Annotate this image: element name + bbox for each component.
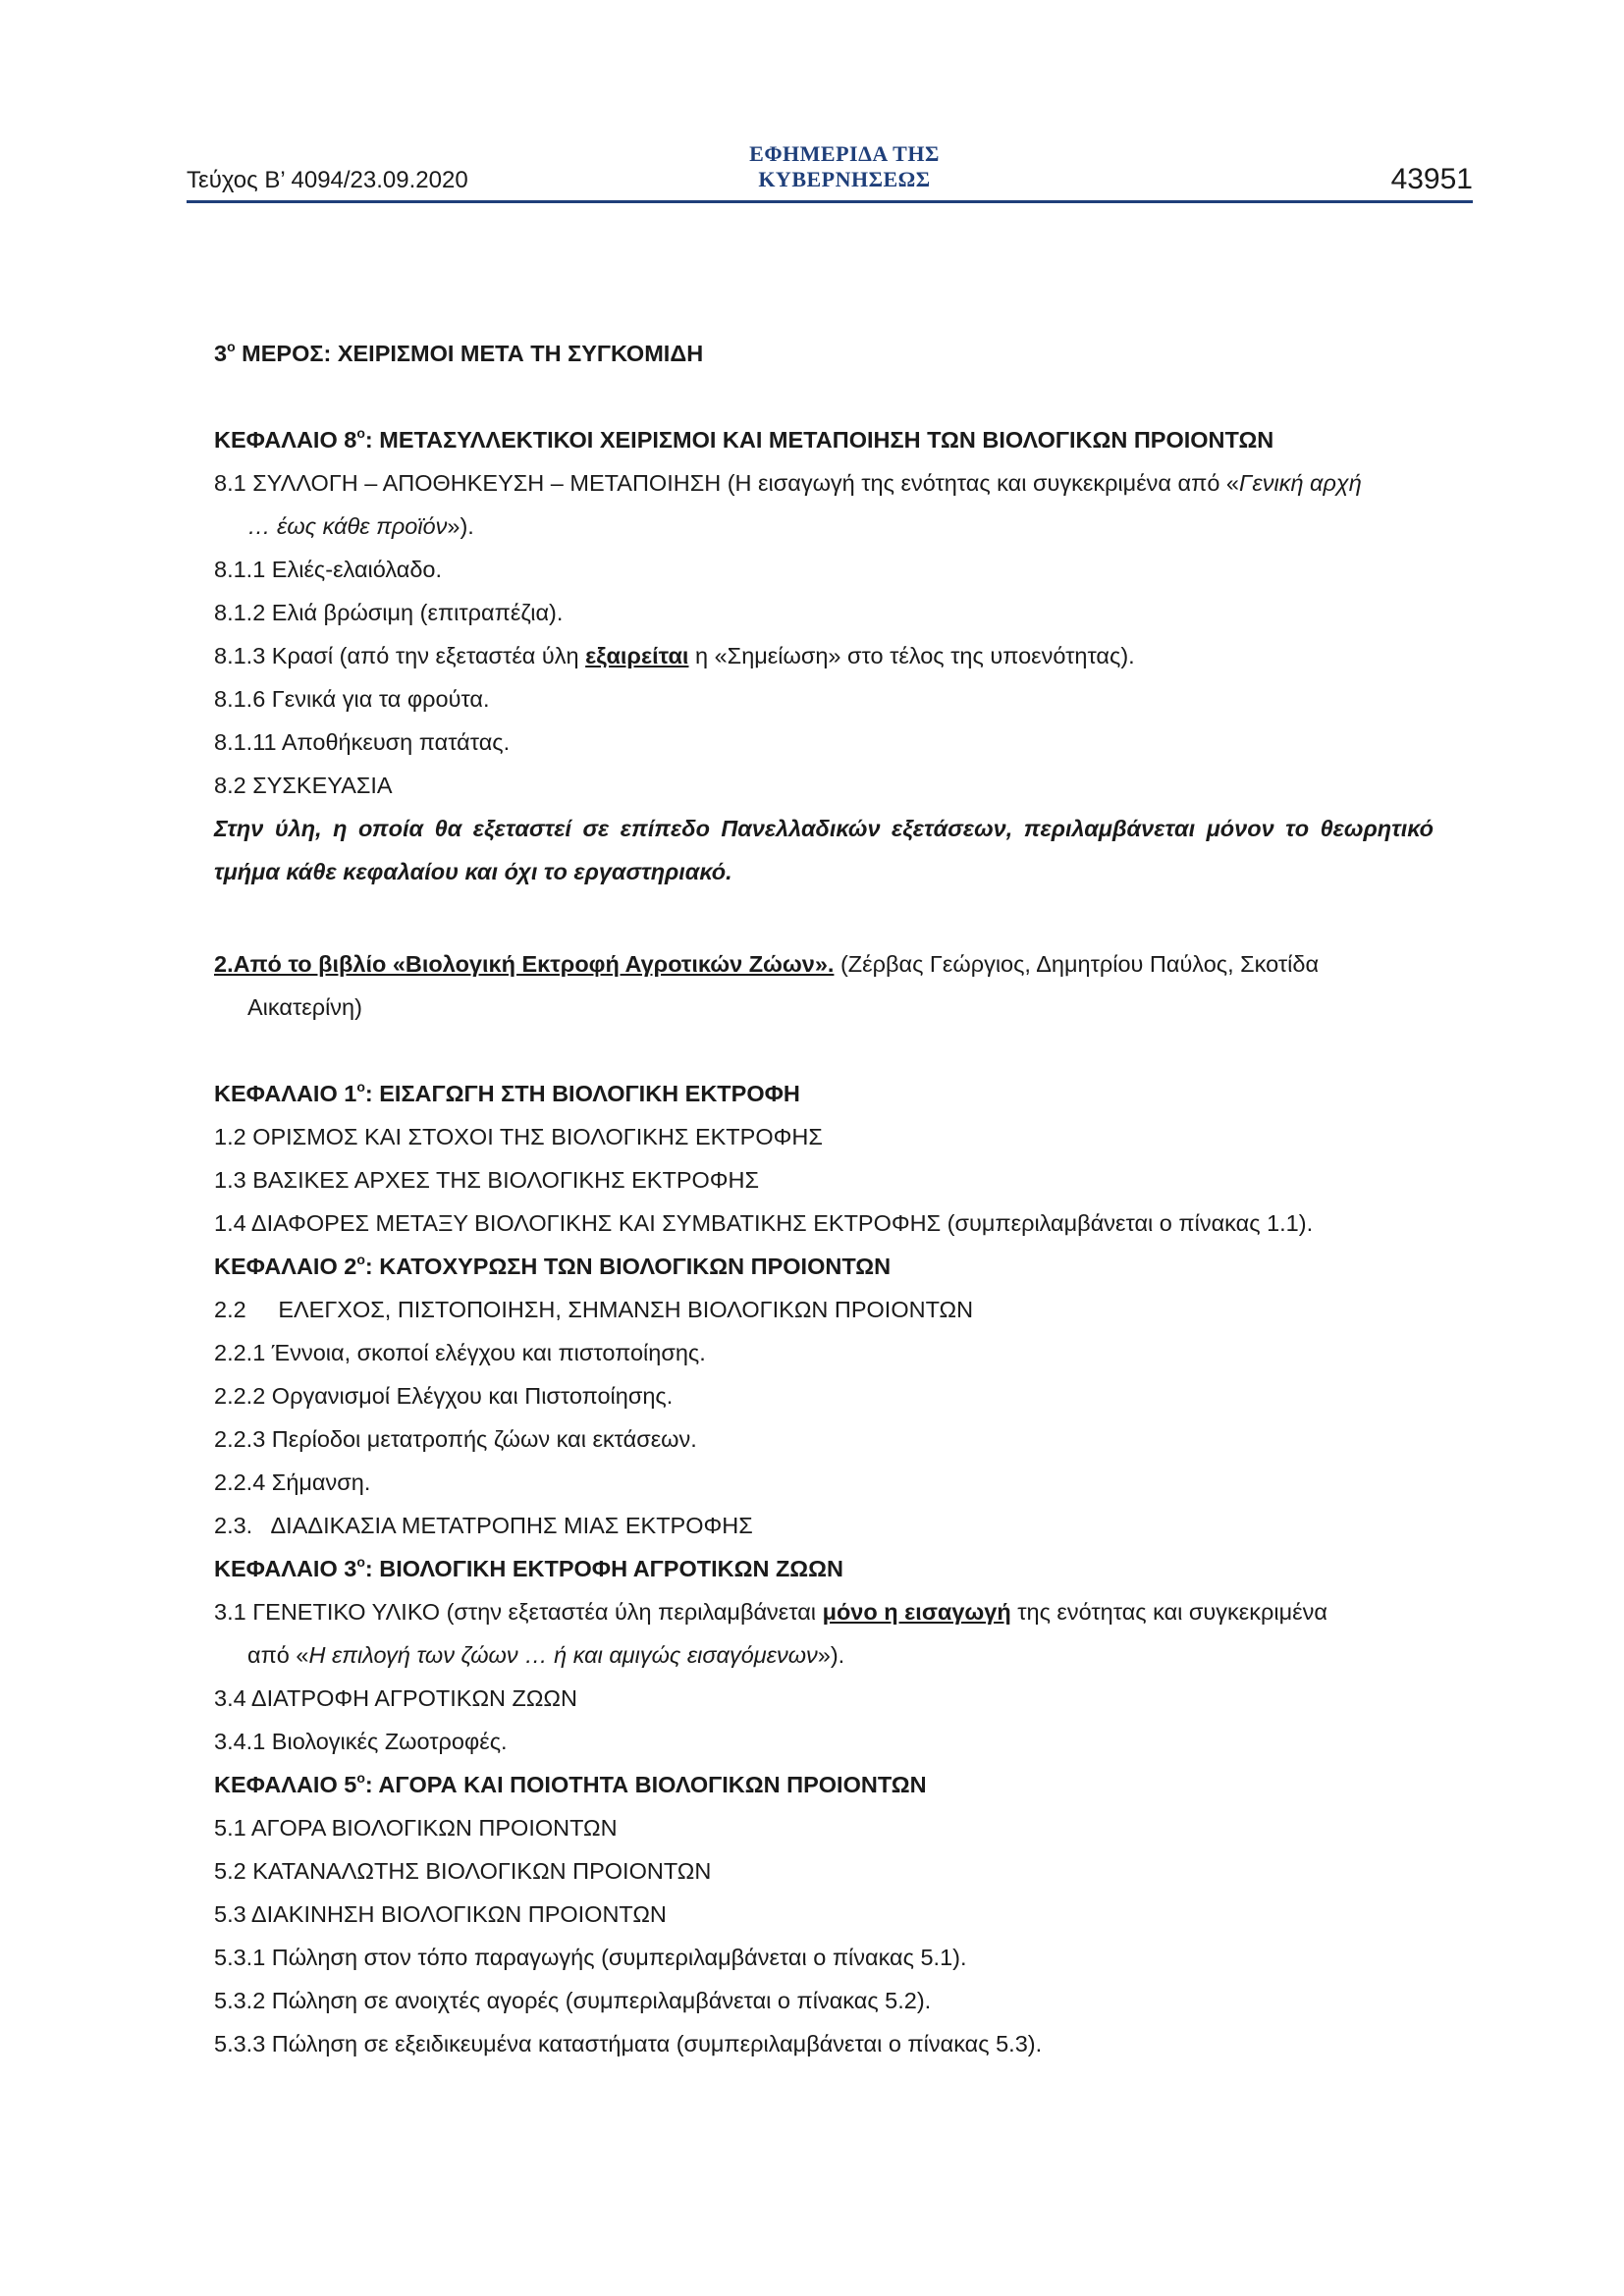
- section-8-1-1: 8.1.1 Ελιές-ελαιόλαδο.: [214, 557, 443, 582]
- chapter-2-heading: [214, 1245, 1434, 1288]
- section-italic: … έως κάθε προϊόν: [247, 513, 448, 539]
- exam-note: Στην ύλη, η οποία θα εξεταστεί σε επίπεδο Πανελλαδικών εξετάσεων, περιλαμβάνεται μόνον το θεωρητικό τμήμα κάθε κεφαλαίου και όχι το εργαστηριακό.: [214, 816, 1434, 884]
- chapter-sup: ο: [356, 1770, 365, 1786]
- chapter-title: : ΕΙΣΑΓΩΓΗ ΣΤΗ ΒΙΟΛΟΓΙΚΗ ΕΚΤΡΟΦΗ: [364, 1081, 800, 1106]
- section-3-1: [214, 1590, 1434, 1633]
- section-text: »).: [817, 1642, 845, 1668]
- section-text: της ενότητας και συγκεκριμένα: [1010, 1599, 1327, 1625]
- chapter-5-heading: [214, 1763, 1434, 1806]
- chapter-title: : ΑΓΟΡΑ ΚΑΙ ΠΟΙΟΤΗΤΑ ΒΙΟΛΟΓΙΚΩΝ ΠΡΟΙΟΝΤΩΝ: [364, 1772, 927, 1797]
- section-1-3: 1.3 ΒΑΣΙΚΕΣ ΑΡΧΕΣ ΤΗΣ ΒΙΟΛΟΓΙΚΗΣ ΕΚΤΡΟΦΗΣ: [214, 1167, 760, 1193]
- chapter-sup: ο: [356, 425, 365, 441]
- book-2-title: [214, 942, 1434, 986]
- section-text: »).: [447, 513, 474, 539]
- section-8-1-3: [214, 634, 1434, 677]
- section-8-1-2: 8.1.2 Ελιά βρώσιμη (επιτραπέζια).: [214, 600, 564, 625]
- section-5-1: 5.1 ΑΓΟΡΑ ΒΙΟΛΟΓΙΚΩΝ ΠΡΟΙΟΝΤΩΝ: [214, 1815, 618, 1841]
- gazette-title: ΕΦΗΜΕΡΙΔΑ ΤΗΣ ΚΥΒΕΡΝΗΣΕΩΣ: [749, 141, 940, 191]
- section-emphasis: εξαιρείται: [585, 643, 689, 668]
- section-5-3-1: 5.3.1 Πώληση στον τόπο παραγωγής (συμπεριλαμβάνεται ο πίνακας 5.1).: [214, 1945, 967, 1970]
- book-authors: (Ζέρβας Γεώργιος, Δημητρίου Παύλος, Σκοτίδα: [834, 951, 1320, 977]
- part-number-sup: ο: [227, 339, 236, 354]
- chapter-sup: ο: [356, 1252, 365, 1267]
- section-emphasis: μόνο η εισαγωγή: [822, 1599, 1011, 1625]
- chapter-title: : ΒΙΟΛΟΓΙΚΗ ΕΚΤΡΟΦΗ ΑΓΡΟΤΙΚΩΝ ΖΩΩΝ: [364, 1556, 843, 1581]
- chapter-title: : ΜΕΤΑΣΥΛΛΕΚΤΙΚΟΙ ΧΕΙΡΙΣΜΟΙ ΚΑΙ ΜΕΤΑΠΟΙΗΣΗ ΤΩΝ ΒΙΟΛΟΓΙΚΩΝ ΠΡΟΙΟΝΤΩΝ: [364, 427, 1274, 453]
- part-title: [214, 332, 1434, 375]
- section-8-1: [214, 461, 1434, 505]
- chapter-title: : ΚΑΤΟΧΥΡΩΣΗ ΤΩΝ ΒΙΟΛΟΓΙΚΩΝ ΠΡΟΙΟΝΤΩΝ: [364, 1254, 892, 1279]
- book-title: 2.Από το βιβλίο «Βιολογική Εκτροφή Αγροτικών Ζώων».: [214, 951, 835, 977]
- page-header: [187, 141, 1473, 203]
- issue-number: Τεύχος Β’ 4094/23.09.2020: [187, 167, 468, 193]
- section-text: 3.1 ΓΕΝΕΤΙΚΟ ΥΛΙΚΟ (στην εξεταστέα ύλη περιλαμβάνεται: [214, 1599, 823, 1625]
- chapter-label: ΚΕΦΑΛΑΙΟ 3: [214, 1556, 357, 1581]
- section-5-2: 5.2 ΚΑΤΑΝΑΛΩΤΗΣ ΒΙΟΛΟΓΙΚΩΝ ΠΡΟΙΟΝΤΩΝ: [214, 1858, 712, 1884]
- chapter-1-heading: [214, 1072, 1434, 1115]
- chapter-sup: ο: [356, 1079, 365, 1095]
- part-title-text: ΜΕΡΟΣ: ΧΕΙΡΙΣΜΟΙ ΜΕΤΑ ΤΗ ΣΥΓΚΟΜΙΔΗ: [235, 341, 704, 366]
- section-text: από «: [247, 1642, 309, 1668]
- section-8-1-11: 8.1.11 Αποθήκευση πατάτας.: [214, 729, 511, 755]
- document-body: [214, 332, 1434, 2065]
- book-2-authors-cont: Αικατερίνη): [247, 994, 362, 1020]
- section-8-1-6: 8.1.6 Γενικά για τα φρούτα.: [214, 686, 490, 712]
- chapter-sup: ο: [356, 1554, 365, 1570]
- chapter-3-heading: [214, 1547, 1434, 1590]
- section-8-1-cont: [214, 505, 1434, 548]
- chapter-label: ΚΕΦΑΛΑΙΟ 2: [214, 1254, 357, 1279]
- section-text: 8.1.3 Κρασί (από την εξεταστέα ύλη: [214, 643, 586, 668]
- section-italic: Η επιλογή των ζώων … ή και αμιγώς εισαγόμενων: [308, 1642, 818, 1668]
- section-5-3: 5.3 ΔΙΑΚΙΝΗΣΗ ΒΙΟΛΟΓΙΚΩΝ ΠΡΟΙΟΝΤΩΝ: [214, 1901, 667, 1927]
- section-1-4: 1.4 ΔΙΑΦΟΡΕΣ ΜΕΤΑΞΥ ΒΙΟΛΟΓΙΚΗΣ ΚΑΙ ΣΥΜΒΑΤΙΚΗΣ ΕΚΤΡΟΦΗΣ (συμπεριλαμβάνεται ο πίνακας 1.1).: [214, 1210, 1314, 1236]
- section-2-3: 2.3. ΔΙΑΔΙΚΑΣΙΑ ΜΕΤΑΤΡΟΠΗΣ ΜΙΑΣ ΕΚΤΡΟΦΗΣ: [214, 1513, 753, 1538]
- section-8-2: 8.2 ΣΥΣΚΕΥΑΣΙΑ: [214, 773, 393, 798]
- section-5-3-2: 5.3.2 Πώληση σε ανοιχτές αγορές (συμπεριλαμβάνεται ο πίνακας 5.2).: [214, 1988, 932, 2013]
- section-3-4-1: 3.4.1 Βιολογικές Ζωοτροφές.: [214, 1729, 508, 1754]
- section-5-3-3: 5.3.3 Πώληση σε εξειδικευμένα καταστήματα (συμπεριλαμβάνεται ο πίνακας 5.3).: [214, 2031, 1043, 2056]
- section-2-2-1: 2.2.1 Έννοια, σκοποί ελέγχου και πιστοποίησης.: [214, 1340, 706, 1365]
- section-3-1-cont: [214, 1633, 1434, 1677]
- chapter-label: ΚΕΦΑΛΑΙΟ 5: [214, 1772, 357, 1797]
- section-2-2-2: 2.2.2 Οργανισμοί Ελέγχου και Πιστοποίησης.: [214, 1383, 674, 1409]
- chapter-label: ΚΕΦΑΛΑΙΟ 1: [214, 1081, 357, 1106]
- section-1-2: 1.2 ΟΡΙΣΜΟΣ ΚΑΙ ΣΤΟΧΟΙ ΤΗΣ ΒΙΟΛΟΓΙΚΗΣ ΕΚΤΡΟΦΗΣ: [214, 1124, 823, 1149]
- part-number: 3: [214, 341, 228, 366]
- section-italic: Γενική αρχή: [1239, 470, 1362, 496]
- chapter-label: ΚΕΦΑΛΑΙΟ 8: [214, 427, 357, 453]
- page-number: 43951: [1390, 163, 1473, 195]
- section-text: η «Σημείωση» στο τέλος της υποενότητας).: [688, 643, 1135, 668]
- section-2-2-4: 2.2.4 Σήμανση.: [214, 1469, 371, 1495]
- section-2-2: 2.2 ΕΛΕΓΧΟΣ, ΠΙΣΤΟΠΟΙΗΣΗ, ΣΗΜΑΝΣΗ ΒΙΟΛΟΓΙΚΩΝ ΠΡΟΙΟΝΤΩΝ: [214, 1297, 974, 1322]
- section-3-4: 3.4 ΔΙΑΤΡΟΦΗ ΑΓΡΟΤΙΚΩΝ ΖΩΩΝ: [214, 1685, 577, 1711]
- section-text: 8.1 ΣΥΛΛΟΓΗ – ΑΠΟΘΗΚΕΥΣΗ – ΜΕΤΑΠΟΙΗΣΗ (Η εισαγωγή της ενότητας και συγκεκριμένα από «: [214, 470, 1240, 496]
- section-2-2-3: 2.2.3 Περίοδοι μετατροπής ζώων και εκτάσεων.: [214, 1426, 697, 1452]
- chapter-8-heading: [214, 418, 1434, 461]
